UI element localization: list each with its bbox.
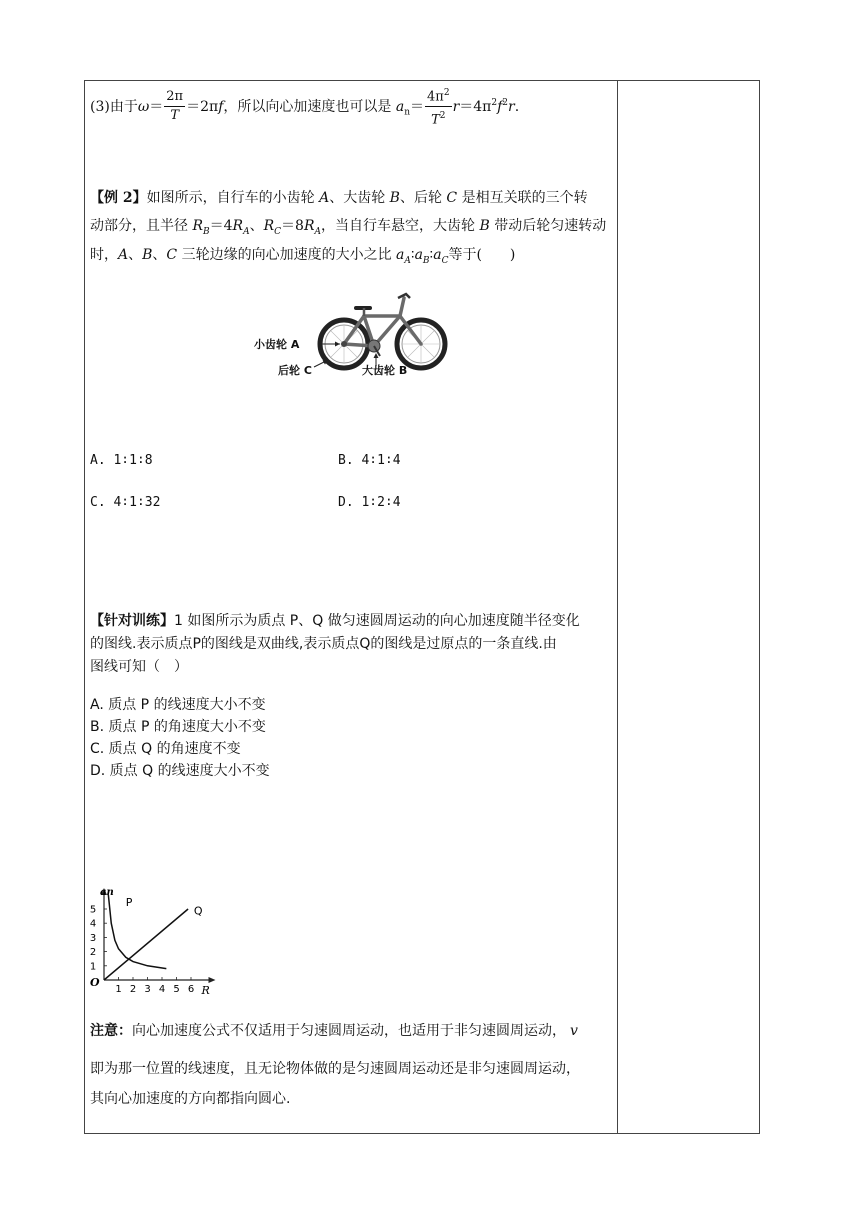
var-R: R <box>303 218 315 234</box>
series-label-Q: Q <box>193 904 203 918</box>
note-text: 向心加速度公式不仅适用于匀速圆周运动，也适用于非匀速圆周运动， <box>132 1023 566 1039</box>
var-R: R <box>232 218 244 234</box>
label-rear-wheel-C: 后轮 C <box>278 364 312 377</box>
text: ∶ <box>429 247 434 263</box>
column-divider <box>617 80 618 1134</box>
y-tick-label: 3 <box>89 932 97 944</box>
training-tag: 【针对训练】 <box>90 613 174 629</box>
example2-line3 <box>90 243 515 273</box>
x-tick-label: 2 <box>129 984 137 994</box>
text: ∶ <box>410 247 415 263</box>
text: 动部分，且半径 <box>90 218 193 234</box>
training-option-D[interactable]: D. 质点 Q 的线速度大小不变 <box>90 763 270 779</box>
superscript: 2 <box>443 88 450 98</box>
var-A: A <box>319 190 330 206</box>
bicycle-figure <box>248 288 448 384</box>
equals-4pi: ＝4π <box>459 98 492 115</box>
a-symbol: a <box>395 98 405 115</box>
x-axis-label: R <box>201 984 210 994</box>
var-B: B <box>479 218 490 234</box>
text: 带动后轮匀速转动 <box>489 218 607 234</box>
r-symbol: r <box>508 98 515 115</box>
superscript: 2 <box>491 98 498 109</box>
v-symbol: v <box>570 1023 578 1039</box>
sub-A: A <box>404 255 411 266</box>
fraction-4pi2-T2 <box>425 84 452 130</box>
equals: ＝ <box>410 98 424 115</box>
x-tick-label: 6 <box>187 984 195 994</box>
text: ＝8 <box>281 218 304 234</box>
sub-B: B <box>422 255 430 266</box>
example2-tag: 【例 2】 <box>90 190 147 206</box>
training-option-C[interactable]: C. 质点 Q 的角速度不变 <box>90 741 241 757</box>
note-line3: 其向心加速度的方向都指向圆心. <box>90 1091 291 1107</box>
label-small-gear-A: 小齿轮 A <box>254 338 300 351</box>
text: ，当自行车悬空，大齿轮 <box>321 218 480 234</box>
fraction-denominator: T <box>170 108 180 124</box>
y-tick-label: 2 <box>89 947 97 959</box>
example2-line1 <box>90 186 588 210</box>
fraction-numerator: 2π <box>164 88 185 107</box>
var-R: R <box>263 218 275 234</box>
sub-A: A <box>314 226 321 237</box>
note-line1 <box>90 1020 578 1042</box>
f-symbol: f <box>218 98 224 115</box>
var-a: a <box>414 247 423 263</box>
label-big-gear-B: 大齿轮 B <box>362 364 408 377</box>
origin-label: O <box>90 976 100 989</box>
equals-2pi: ＝2π <box>186 98 219 115</box>
equals: ＝ <box>149 98 164 115</box>
series-label-P: P <box>125 896 133 910</box>
r-symbol: r <box>452 98 460 115</box>
x-axis-arrow <box>209 977 216 983</box>
an-vs-R-chart <box>86 884 236 994</box>
option-A[interactable]: A. 1∶1∶8 <box>90 453 153 468</box>
sub-C: C <box>441 255 449 266</box>
fraction-numerator: 4π <box>427 89 444 105</box>
training-line2: 的图线.表示质点P的图线是双曲线,表示质点Q的图线是过原点的一条直线.由 <box>90 636 557 652</box>
y-tick-label: 5 <box>89 904 97 916</box>
example2-line2 <box>90 214 606 244</box>
f-symbol: f <box>497 98 503 115</box>
text: 三轮边缘的向心加速度的大小之比 <box>177 247 397 263</box>
text: 、 <box>128 247 143 263</box>
x-tick-label: 1 <box>115 984 122 994</box>
training-line1 <box>90 610 580 632</box>
period: . <box>514 98 520 115</box>
option-B[interactable]: B. 4∶1∶4 <box>338 453 401 468</box>
note-line2: 即为那一位置的线速度，且无论物体做的是匀速圆周运动还是非匀速圆周运动， <box>90 1061 580 1077</box>
option-C[interactable]: C. 4∶1∶32 <box>90 495 161 510</box>
sub-C: C <box>274 226 282 237</box>
text: 、 <box>249 218 264 234</box>
text: 如图所示，自行车的小齿轮 <box>146 190 320 206</box>
training-option-A[interactable]: A. 质点 P 的线速度大小不变 <box>90 697 266 713</box>
var-B: B <box>142 247 153 263</box>
var-B: B <box>389 190 400 206</box>
text: 、后轮 <box>399 190 447 206</box>
fraction-2pi-T <box>164 88 185 125</box>
superscript: 2 <box>439 111 446 122</box>
text: 、 <box>152 247 167 263</box>
training-option-B[interactable]: B. 质点 P 的角速度大小不变 <box>90 719 266 735</box>
var-R: R <box>192 218 203 234</box>
text: 时， <box>90 247 118 263</box>
var-A: A <box>118 247 129 263</box>
option-D[interactable]: D. 1∶2∶4 <box>338 495 401 510</box>
x-tick-label: 4 <box>158 984 166 994</box>
text: 、大齿轮 <box>329 190 390 206</box>
var-a: a <box>433 247 442 263</box>
y-tick-label: 4 <box>89 918 97 930</box>
text: 是相互关联的三个转 <box>457 190 588 206</box>
var-C: C <box>166 247 178 263</box>
fraction-denominator: T <box>431 112 440 128</box>
var-C: C <box>446 190 458 206</box>
var-a: a <box>396 247 405 263</box>
formula-middle-text: ，所以向心加速度也可以是 <box>223 98 396 115</box>
note-tag: 注意： <box>90 1023 132 1039</box>
formula-line <box>90 84 519 130</box>
y-axis-label: an <box>100 887 114 898</box>
series-line-P <box>108 895 166 969</box>
x-tick-label: 3 <box>144 984 151 994</box>
formula-prefix: (3)由于 <box>90 98 138 115</box>
x-tick-label: 5 <box>173 984 180 994</box>
superscript: 2 <box>502 98 509 109</box>
sub-B: B <box>203 226 210 237</box>
omega-symbol: ω <box>137 98 150 115</box>
a-subscript: n <box>404 107 410 118</box>
y-tick-label: 1 <box>89 961 97 973</box>
training-line3: 图线可知（ ） <box>90 659 188 675</box>
training-text: 1 如图所示为质点 P、Q 做匀速圆周运动的向心加速度随半径变化 <box>174 613 580 629</box>
text: ＝4 <box>209 218 233 234</box>
text: 等于( ) <box>448 247 516 263</box>
sub-A: A <box>243 226 250 237</box>
